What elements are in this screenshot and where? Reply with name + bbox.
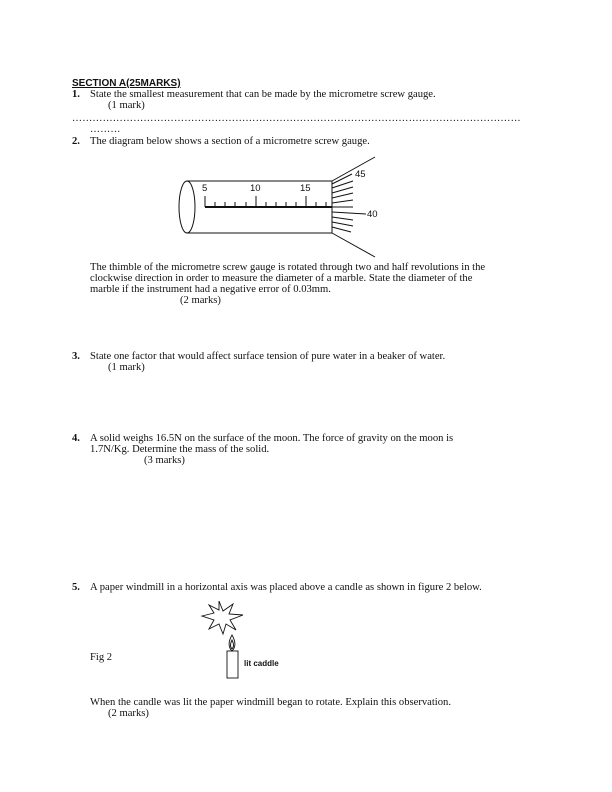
question-2-marks: (2 marks) (180, 295, 221, 306)
question-2-number: 2. (72, 136, 80, 147)
question-3-text: State one factor that would affect surface tension of pure water in a beaker of water. (90, 351, 446, 362)
question-3-marks: (1 mark) (108, 362, 145, 373)
question-2-text: The diagram below shows a section of a micrometre screw gauge. (90, 136, 370, 147)
sleeve-label-15: 15 (300, 183, 311, 194)
question-5-followup: When the candle was lit the paper windmill began to rotate. Explain this observation. (90, 697, 451, 708)
paper-windmill-star-icon (202, 601, 243, 634)
thimble-label-40: 40 (367, 209, 378, 220)
question-1-answer-line-continuation[interactable]: ……… (90, 124, 121, 135)
question-1-marks: (1 mark) (108, 100, 145, 111)
question-5-marks: (2 marks) (108, 708, 149, 719)
sleeve-label-10: 10 (250, 183, 261, 194)
sleeve-label-5: 5 (202, 183, 208, 194)
question-4-text-line-1: A solid weighs 16.5N on the surface of the moon. The force of gravity on the moon is (90, 433, 454, 444)
question-2-body-line-3: marble if the instrument had a negative error of 0.03mm. (90, 284, 331, 295)
question-2-body-line-2: clockwise direction in order to measure the diameter of a marble. State the diameter of the (90, 273, 473, 284)
section-title: SECTION A(25MARKS) (72, 78, 181, 89)
candle-label: lit caddle (244, 659, 279, 668)
question-1-number: 1. (72, 89, 80, 100)
question-5-text: A paper windmill in a horizontal axis was placed above a candle as shown in figure 2 below. (90, 582, 482, 593)
candle-icon (227, 651, 238, 678)
question-4-text-line-2: 1.7N/Kg. Determine the mass of the solid. (90, 444, 270, 455)
question-5-number: 5. (72, 582, 80, 593)
question-4-marks: (3 marks) (144, 455, 185, 466)
thimble-label-45: 45 (355, 169, 366, 180)
figure-label: Fig 2 (90, 652, 113, 663)
question-2-body-line-1: The thimble of the micrometre screw gauge is rotated through two and half revolutions in the (90, 262, 486, 273)
question-1-answer-line[interactable]: …………………………………………………………………………………………………………………… (72, 113, 521, 124)
question-1-text: State the smallest measurement that can be made by the micrometre screw gauge. (90, 89, 436, 100)
question-3-number: 3. (72, 351, 80, 362)
question-4-number: 4. (72, 433, 80, 444)
